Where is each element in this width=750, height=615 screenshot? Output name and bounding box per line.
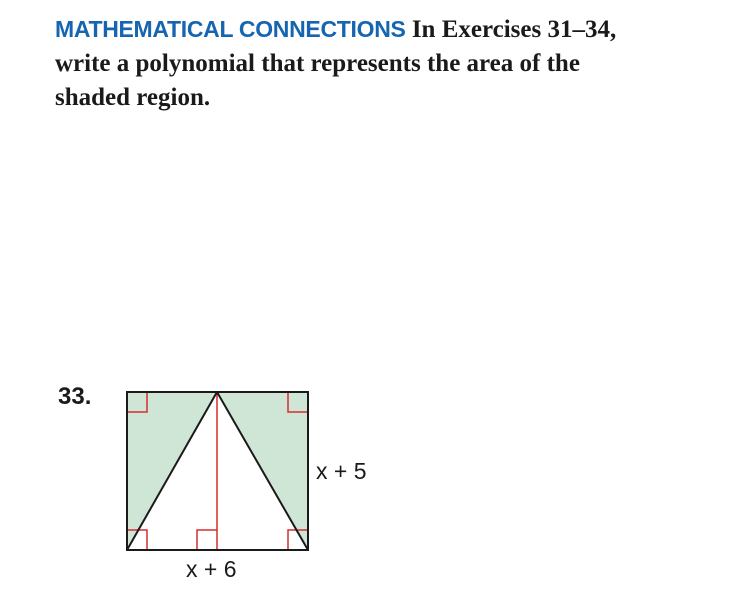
- instruction-line-3: shaded region.: [55, 84, 211, 111]
- instruction-line-2: write a polynomial that represents the area of the: [55, 50, 580, 77]
- instruction-line-1: In Exercises 31–34,: [411, 16, 617, 43]
- section-heading: MATHEMATICAL CONNECTIONS: [55, 16, 406, 42]
- right-angle-altitude: [197, 530, 217, 550]
- height-label: x + 5: [316, 458, 367, 484]
- exercise-number: 33.: [58, 383, 92, 410]
- base-label: x + 6: [186, 556, 237, 582]
